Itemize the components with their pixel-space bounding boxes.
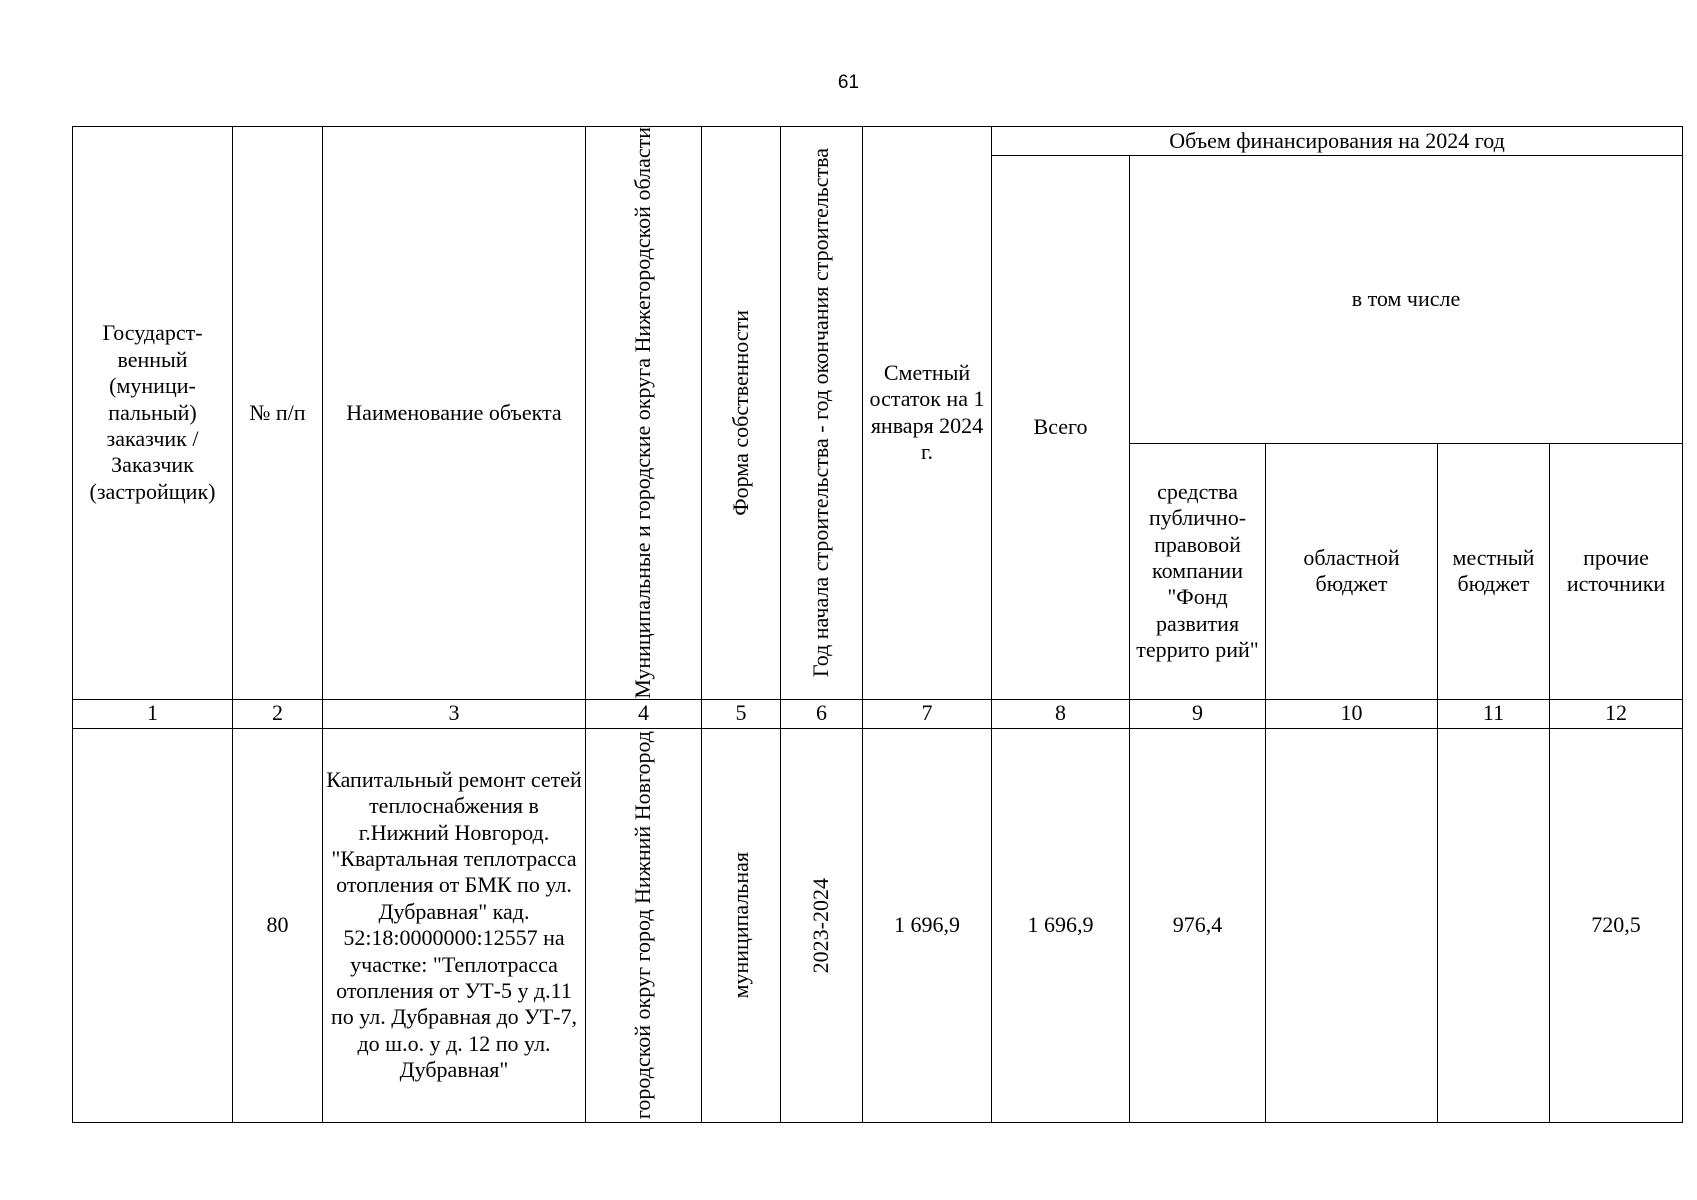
header-object-name: Наименование объекта xyxy=(323,127,586,700)
column-number-row xyxy=(73,699,1683,728)
header-total: Всего xyxy=(992,156,1130,700)
row-municipality-text: городской округ город Нижний Новгород xyxy=(630,731,656,1120)
column-number: 6 xyxy=(781,699,863,728)
column-number: 12 xyxy=(1550,699,1683,728)
row-fund: 976,4 xyxy=(1130,728,1266,1122)
header-fund: средства публично-правовой компании "Фонд развития террито рий" xyxy=(1130,443,1266,699)
column-number: 7 xyxy=(863,699,992,728)
header-customer: Государст-венный (муници-пальный) заказчик / Заказчик (застройщик) xyxy=(73,127,233,700)
column-number: 4 xyxy=(586,699,702,728)
header-number: № п/п xyxy=(233,127,323,700)
row-local xyxy=(1438,728,1550,1122)
row-number: 80 xyxy=(233,728,323,1122)
header-municipality xyxy=(586,127,702,700)
row-customer xyxy=(73,728,233,1122)
row-estimate: 1 696,9 xyxy=(863,728,992,1122)
column-number: 5 xyxy=(702,699,781,728)
column-number: 3 xyxy=(323,699,586,728)
header-estimate: Сметный остаток на 1 января 2024 г. xyxy=(863,127,992,700)
header-ownership-text: Форма собственности xyxy=(727,309,753,516)
column-number: 2 xyxy=(233,699,323,728)
row-ownership xyxy=(702,728,781,1122)
row-object-name: Капитальный ремонт сетей теплоснабжения в г.Нижний Новгород. "Квартальная теплотрасса отопления от БМК по ул. Дубравная" кад. 52:18:0000000:12557 на участке: "Теплотрасса отопления от УТ-5 у д.11 по ул. Дубравная до УТ-7, до ш.о. у д. 12 по ул. Дубравная" xyxy=(323,728,586,1122)
header-including: в том числе xyxy=(1130,156,1683,444)
header-row-1 xyxy=(73,127,1683,156)
row-other: 720,5 xyxy=(1550,728,1683,1122)
financing-table xyxy=(72,126,1683,1123)
row-ownership-text: муниципальная xyxy=(727,851,753,999)
header-years xyxy=(781,127,863,700)
header-ownership xyxy=(702,127,781,700)
column-number: 10 xyxy=(1266,699,1438,728)
column-number: 1 xyxy=(73,699,233,728)
row-years xyxy=(781,728,863,1122)
page-number: 61 xyxy=(837,72,860,93)
table-row xyxy=(73,728,1683,1122)
column-number: 11 xyxy=(1438,699,1550,728)
header-local: местный бюджет xyxy=(1438,443,1550,699)
row-total: 1 696,9 xyxy=(992,728,1130,1122)
column-number: 8 xyxy=(992,699,1130,728)
row-regional xyxy=(1266,728,1438,1122)
row-years-text: 2023-2024 xyxy=(808,877,834,973)
header-regional: областной бюджет xyxy=(1266,443,1438,699)
header-other: прочие источники xyxy=(1550,443,1683,699)
row-municipality xyxy=(586,728,702,1122)
header-funding-group: Объем финансирования на 2024 год xyxy=(992,127,1683,156)
header-years-text: Год начала строительства - год окончания строительства xyxy=(808,148,834,678)
column-number: 9 xyxy=(1130,699,1266,728)
header-municipality-text: Муниципальные и городские округа Нижегородской области xyxy=(630,127,656,699)
